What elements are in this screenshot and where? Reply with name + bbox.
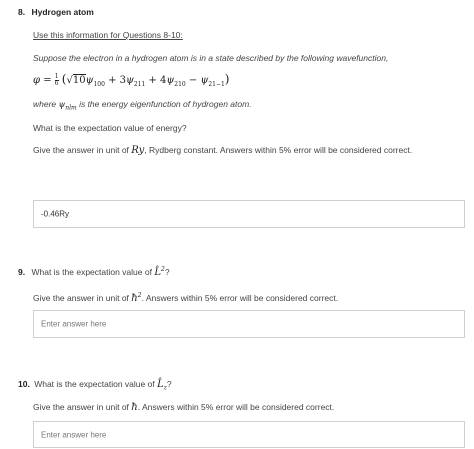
coefficient: + 4 (148, 75, 167, 86)
question-9-header (18, 266, 170, 278)
psi-subscript: 100 (93, 81, 105, 88)
question-number: 9. (18, 266, 26, 277)
psi-subscript: 210 (174, 81, 186, 88)
coefficient: + 3 (108, 75, 126, 86)
answer-value: -0.46Ry (41, 209, 70, 219)
unit-prefix: Give the answer in unit of (33, 402, 129, 412)
question-title: Hydrogen atom (31, 7, 94, 17)
unit-suffix: . Answers within 5% error will be considered correct. (141, 292, 339, 303)
fraction (55, 74, 59, 87)
psi-term: ψ (166, 75, 175, 86)
unit-symbol: ħ (131, 402, 138, 413)
minus-sign: − (188, 75, 198, 86)
question-10-header (18, 379, 172, 392)
psi-subscript: nlm (65, 104, 77, 112)
answer-input-q10[interactable] (33, 421, 465, 448)
operator-subscript: z (163, 384, 167, 392)
psi-subscript: 211 (133, 81, 146, 88)
where-text (33, 99, 252, 112)
psi-symbol: ψ (58, 100, 66, 110)
unit-prefix: Give the answer in unit of (33, 145, 129, 155)
where-prefix: where (33, 99, 57, 109)
answer-input-q8[interactable] (33, 200, 465, 228)
question-number: 10. (18, 379, 30, 389)
question-text: What is the expectation value of energy? (33, 123, 187, 133)
unit-symbol: Ry (131, 145, 145, 156)
question-text: What is the expectation value of (34, 379, 155, 389)
open-paren: ( (61, 72, 67, 86)
unit-instructions (33, 292, 338, 304)
wavefunction-equation (33, 72, 229, 88)
psi-term: ψ (126, 75, 134, 86)
unit-instructions (33, 402, 334, 413)
fraction-numerator: 1 (54, 73, 59, 80)
question-mark: ? (166, 379, 172, 389)
psi-subscript: 21−1 (208, 81, 225, 88)
equals-sign: = (43, 75, 52, 86)
question-8-header (18, 7, 94, 17)
psi-term: ψ (200, 75, 209, 86)
answer-input-q9[interactable] (33, 310, 465, 338)
info-link[interactable]: Use this information for Questions 8-10: (33, 30, 183, 40)
question-number: 8. (18, 7, 26, 17)
fraction-denominator: 6 (54, 80, 59, 87)
operator-symbol: L̂ (157, 379, 164, 390)
unit-instructions (33, 145, 412, 156)
unit-prefix: Give the answer in unit of (33, 292, 129, 303)
unit-suffix: . Answers within 5% error will be considered correct. (137, 402, 335, 412)
question-mark: ? (164, 266, 170, 277)
close-paren: ) (224, 72, 230, 86)
input-placeholder: Enter answer here (41, 319, 107, 329)
question-text: What is the expectation value of (31, 266, 152, 277)
unit-superscript: 2 (137, 292, 142, 299)
input-placeholder: Enter answer here (41, 430, 107, 439)
phi-symbol: φ (33, 75, 41, 86)
unit-symbol: ħ (131, 292, 138, 304)
operator-superscript: 2 (160, 266, 165, 273)
psi-term: ψ (85, 75, 94, 86)
operator-symbol: L̂ (154, 266, 161, 278)
intro-text: Suppose the electron in a hydrogen atom is in a state described by the following wavefunction, (33, 53, 389, 63)
sqrt-argument: 10 (72, 75, 86, 86)
unit-suffix: , Rydberg constant. Answers within 5% error will be considered correct. (144, 145, 413, 155)
where-suffix: is the energy eigenfunction of hydrogen atom. (79, 99, 252, 109)
sqrt-sign: √ (66, 75, 73, 86)
